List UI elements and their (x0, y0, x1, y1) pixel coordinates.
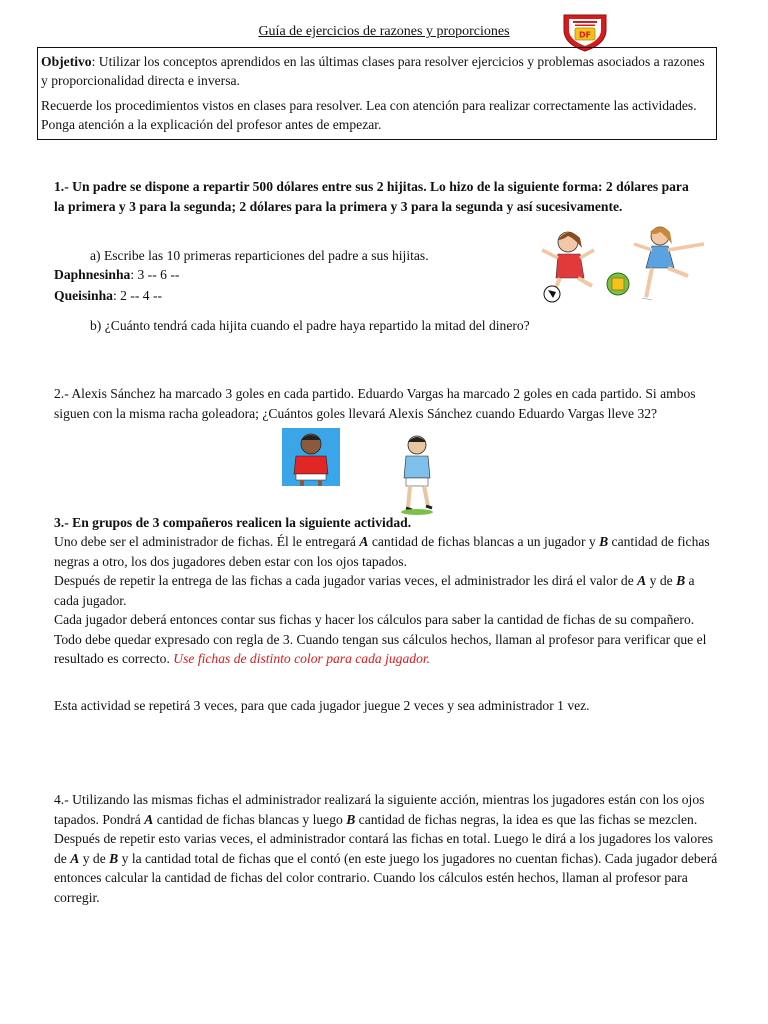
daphnesinha-label: Daphnesinha (54, 267, 131, 282)
q2-text: 2.- Alexis Sánchez ha marcado 3 goles en cada partido. Eduardo Vargas ha marcado 2 goles en cada partido. Si ambos siguen con la misma racha goleadora; ¿Cuántos goles llevará Alexis Sánchez cuando Eduardo Vargas lleve 32? (54, 386, 696, 421)
variable-a: A (637, 573, 647, 588)
q4-part-b: cantidad de fichas blancas y luego (153, 811, 347, 827)
variable-a: A (70, 850, 80, 866)
q3-color-note: Use fichas de distinto color para cada jugador. (173, 651, 431, 666)
objective-paragraph (41, 52, 713, 90)
girls-soccer-illustration-icon (528, 220, 720, 306)
q4-part-e: y la cantidad total de fichas que el contó (en este juego los jugadores no cuentan fichas). Cada jugador deberá entonces calcular la cantidad de fichas del color contrario. Cuando los cálculos estén hechos, llaman al profesor para corregir. (54, 850, 718, 905)
q1-daphnesinha-line (54, 265, 179, 285)
variable-a: A (144, 811, 154, 827)
q4-text (54, 790, 718, 907)
soccer-player-red-illustration-icon (282, 428, 340, 486)
q3-repeat-note: Esta actividad se repetirá 3 veces, para que cada jugador juegue 2 veces y sea administrador 1 vez. (54, 698, 590, 713)
q3-paragraph-3 (54, 610, 718, 669)
q3-p2-part-c: a cada jugador. (54, 573, 695, 608)
soccer-player-blue-illustration-icon (396, 432, 438, 516)
q4-part-a: 4.- Utilizando las mismas fichas el administrador realizará la siguiente acción, mientras los jugadores están con los ojos tapados. Pondrá (54, 792, 705, 827)
q3-paragraph-1 (54, 532, 718, 571)
q1-queisinha-line (54, 286, 162, 306)
q3-p1-part-a: Uno debe ser el administrador de fichas. Él le entregará (54, 534, 360, 549)
q1-part-a: a) Escribe las 10 primeras reparticiones del padre a sus hijitas. (90, 248, 429, 263)
q3-p1-part-b: cantidad de fichas blancas a un jugador y (368, 534, 600, 549)
q1-part-b: b) ¿Cuánto tendrá cada hijita cuando el padre haya repartido la mitad del dinero? (90, 318, 530, 333)
objective-label: Objetivo (41, 54, 92, 69)
variable-b: B (109, 850, 119, 866)
variable-a: A (359, 534, 369, 549)
q4-part-c: cantidad de fichas negras, la idea es que las fichas se mezclen. Después de repetir esto varias veces, el administrador contará las fichas en total. Luego le dirá a los jugadores los valores de (54, 811, 714, 866)
school-shield-logo-icon (560, 12, 610, 52)
q3-body (54, 532, 718, 669)
q3-heading: 3.- En grupos de 3 compañeros realicen la siguiente actividad. (54, 515, 412, 530)
q3-paragraph-2 (54, 571, 718, 610)
queisinha-values: : 2 -- 4 -- (112, 288, 163, 303)
variable-b: B (346, 811, 356, 827)
reminder-paragraph: Recuerde los procedimientos vistos en clases para resolver. Lea con atención para realizar correctamente las actividades. Ponga atención a la explicación del profesor antes de empezar. (41, 98, 697, 132)
q1-heading: 1.- Un padre se dispone a repartir 500 dólares entre sus 2 hijitas. Lo hizo de la siguiente forma: 2 dólares para la primera y 3 para la segunda; 2 dólares para la primera y 3 para la segunda y así sucesivamente. (54, 179, 689, 214)
objective-text: : Utilizar los conceptos aprendidos en las últimas clases para resolver ejercicios y problemas asociados a razones y proporcionalidad directa e inversa. (41, 54, 705, 88)
q3-p2-part-b: y de (646, 573, 677, 588)
queisinha-label: Queisinha (54, 288, 113, 303)
objective-box (37, 47, 717, 140)
variable-b: B (599, 534, 609, 549)
q4-part-d: y de (79, 850, 110, 866)
daphnesinha-values: : 3 -- 6 -- (130, 267, 180, 282)
q3-p1-part-c: cantidad de fichas negras a otro, los dos jugadores deben estar con los ojos tapados. (54, 534, 710, 569)
variable-b: B (676, 573, 686, 588)
svg-text:DF: DF (578, 30, 592, 40)
q3-p3-text: Cada jugador deberá entonces contar sus fichas y hacer los cálculos para saber la cantidad de fichas de su compañero. Todo debe quedar expresado con regla de 3. Cuando tengan sus cálculos hechos, llaman al profesor para verificar que el resultado es correcto. (54, 612, 707, 666)
page-title: Guía de ejercicios de razones y proporciones (258, 24, 510, 39)
q3-p2-part-a: Después de repetir la entrega de las fichas a cada jugador varias veces, el administrador les dirá el valor de (54, 573, 638, 588)
